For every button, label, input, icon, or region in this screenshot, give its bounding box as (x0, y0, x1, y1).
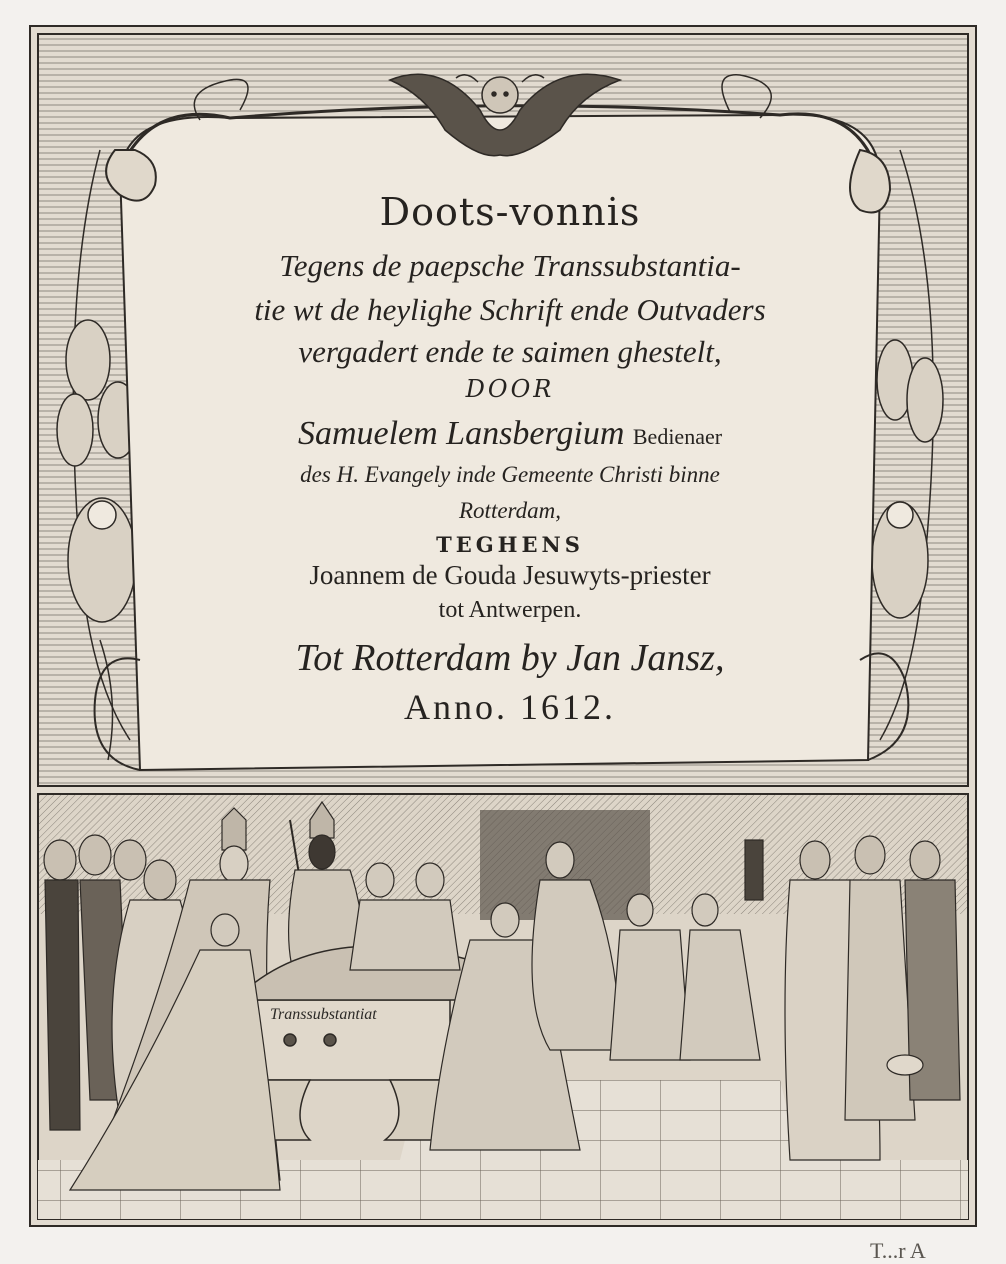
opponent-name: Joannem de Gouda Jesuwyts-priester (309, 560, 711, 590)
altar-inscription: Transsubstantiat (270, 1006, 377, 1023)
subtitle-line-1: Tegens de paepsche Transsubstantia- (279, 248, 741, 283)
margin-note: T...r A (870, 1238, 926, 1263)
author-name: Samuelem Lansbergium (297, 415, 625, 452)
imprint-line: Tot Rotterdam by Jan Jansz, (295, 637, 725, 679)
author-line (180, 415, 840, 453)
author-title: Bedienaer (632, 424, 723, 449)
author-city: Rotterdam, (459, 498, 561, 523)
print-title: Doots-vonnis (379, 190, 641, 234)
subtitle-line-3: vergadert ende te saimen ghestelt, (298, 334, 722, 369)
author-role: des H. Evangely inde Gemeente Christi binne (300, 462, 720, 487)
door-label: DOOR (465, 375, 555, 403)
imprint-year: Anno. 1612. (404, 687, 616, 727)
opponent-city: tot Antwerpen. (438, 597, 582, 623)
teghens-label: TEGHENS (436, 532, 584, 557)
subtitle-line-2: tie wt de heylighe Schrift ende Outvaders (254, 292, 766, 327)
